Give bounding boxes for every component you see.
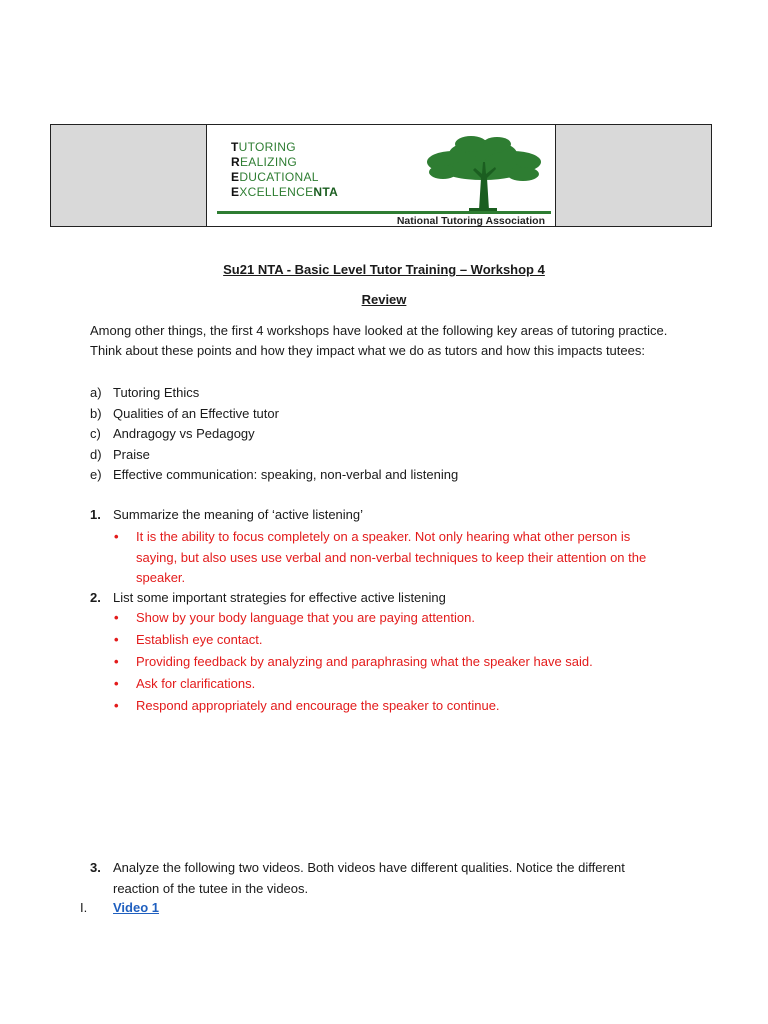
tree-icon (423, 132, 543, 212)
section-heading: Review (361, 292, 407, 307)
key-areas-list (90, 383, 458, 486)
answer-item: • Show by your body language that you are paying attention. (112, 608, 672, 629)
header-banner (50, 124, 712, 227)
header-right-cell (555, 125, 711, 226)
header-left-cell (51, 125, 207, 226)
list-item: a) Tutoring Ethics (90, 385, 200, 400)
logo-acronym: TUTORING REALIZING EDUCATIONAL EXCELLENCENTA (231, 140, 339, 199)
roman-numeral: I. (80, 900, 88, 915)
video-1-link[interactable]: Video 1 (113, 900, 160, 915)
answer-item: • Respond appropriately and encourage the speaker to continue. (112, 696, 672, 717)
answer-item: • Ask for clarifications. (112, 674, 672, 695)
list-item: b) Qualities of an Effective tutor (90, 405, 279, 421)
answer-item: • It is the ability to focus completely on a speaker. Not only hearing what other person is saying, but also uses use verbal and non-verbal techniques to keep their attention on the speaker. (112, 527, 672, 589)
intro-paragraph: Among other things, the first 4 workshops have looked at the following key areas of tutoring practice. Think about these points and how they impact what we do as tutors and how this impacts tutees: (90, 323, 668, 358)
logo-divider (217, 211, 551, 214)
question-1-answers (112, 527, 672, 589)
list-item: d) Praise (90, 446, 150, 462)
answer-item: • Establish eye contact. (112, 630, 672, 651)
question-2-answers (112, 608, 672, 717)
logo-org-name: National Tutoring Association (396, 215, 545, 227)
nta-logo (217, 126, 551, 227)
logo-cell (207, 125, 555, 226)
list-item: c) Andragogy vs Pedagogy (90, 426, 255, 441)
answer-item: • Providing feedback by analyzing and paraphrasing what the speaker have said. (112, 652, 672, 673)
list-item: e) Effective communication: speaking, non-verbal and listening (90, 467, 459, 482)
document-title: Su21 NTA - Basic Level Tutor Training – Workshop 4 (223, 262, 545, 277)
